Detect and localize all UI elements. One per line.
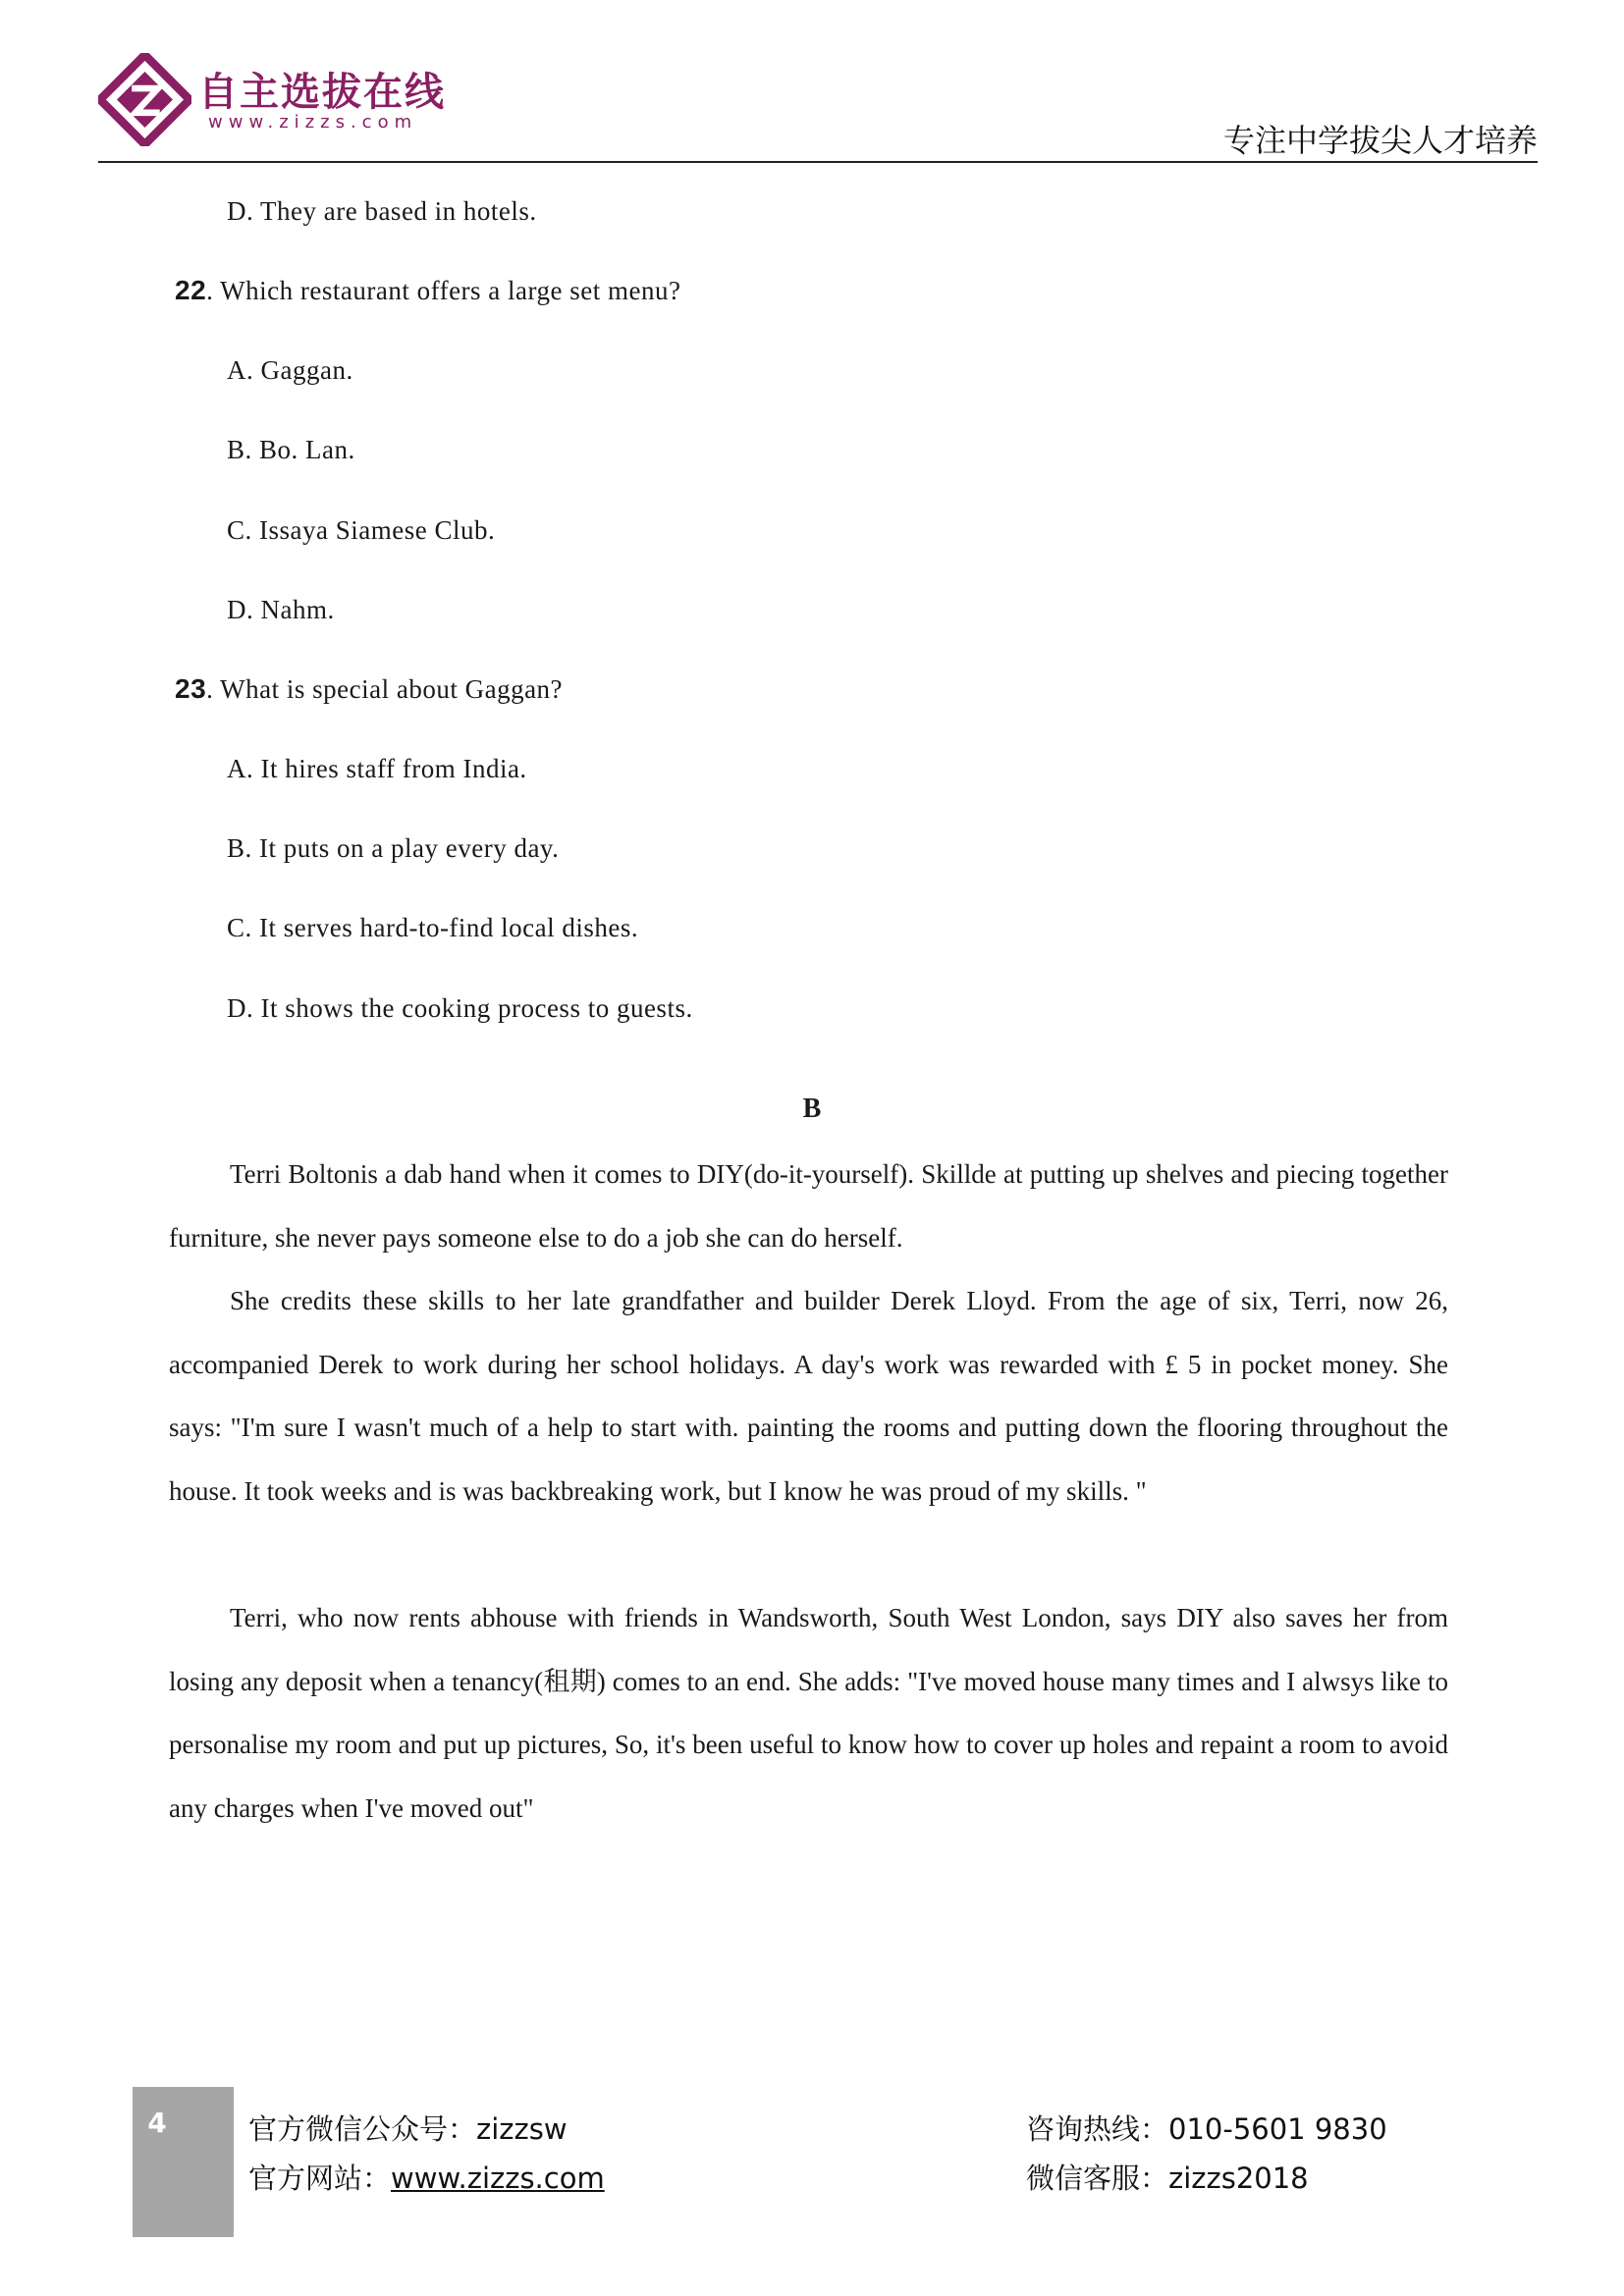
footer-website-label: 官方网站： bbox=[248, 2162, 392, 2195]
footer-hotline: 咨询热线：010-5601 9830 bbox=[1026, 2112, 1387, 2146]
question-22 bbox=[175, 275, 680, 306]
footer-service: 微信客服：zizzs2018 bbox=[1026, 2162, 1309, 2195]
header-divider bbox=[98, 161, 1538, 163]
option-c-q22: C. Issaya Siamese Club. bbox=[227, 515, 496, 545]
page-number-box bbox=[133, 2087, 234, 2237]
passage-paragraph: Terri Boltonis a dab hand when it comes to DIY(do-it-yourself). Skillde at putting up shelves and piecing together furniture, she never pays someone else to do a job she can do herself. bbox=[169, 1159, 1448, 1253]
zizzs-logo bbox=[98, 53, 191, 146]
brand-url: www.zizzs.com bbox=[208, 112, 418, 133]
brand-name: 自主选拔在线 bbox=[198, 69, 446, 115]
question-number: 22 bbox=[175, 275, 207, 305]
page-number: 4 bbox=[147, 2107, 167, 2139]
option-a-q23: A. It hires staff from India. bbox=[227, 754, 527, 783]
option-b-q23: B. It puts on a play every day. bbox=[227, 833, 560, 863]
option-a-q22: A. Gaggan. bbox=[227, 355, 353, 385]
website-link[interactable]: www.zizzs.com bbox=[391, 2162, 605, 2195]
footer-wechat: 官方微信公众号：zizzsw bbox=[248, 2112, 568, 2146]
option-d-q21: D. They are based in hotels. bbox=[227, 196, 537, 226]
footer-website bbox=[248, 2157, 605, 2197]
question-stem: . Which restaurant offers a large set menu? bbox=[206, 276, 681, 305]
option-c-q23: C. It serves hard-to-find local dishes. bbox=[227, 913, 639, 942]
passage-title: B bbox=[802, 1094, 822, 1124]
question-number: 23 bbox=[175, 673, 207, 704]
passage-paragraph: Terri, who now rents abhouse with friends in Wandsworth, South West London, says DIY also saves her from losing any deposit when a tenancy(租期) comes to an end. She adds: "I've moved house many times and I alwsys like to personalise my room and put up pictures, So, it's been useful to know how to cover up holes and repaint a room to avoid any charges when I've moved out" bbox=[169, 1603, 1448, 1823]
option-d-q23: D. It shows the cooking process to guests. bbox=[227, 993, 693, 1023]
option-d-q22: D. Nahm. bbox=[227, 595, 335, 624]
question-23 bbox=[175, 673, 563, 705]
option-b-q22: B. Bo. Lan. bbox=[227, 435, 355, 464]
passage-paragraph: She credits these skills to her late grandfather and builder Derek Lloyd. From the age of six, Terri, now 26, accompanied Derek to work during her school holidays. A day's work was rewarded with £ 5 in pocket money. She says: "I'm sure I wasn't much of a help to start with. painting the rooms and putting down the flooring throughout the house. It took weeks and is was backbreaking work, but I know he was proud of my skills. " bbox=[169, 1286, 1448, 1506]
header-slogan: 专注中学拔尖人才培养 bbox=[1222, 122, 1538, 159]
question-stem: . What is special about Gaggan? bbox=[206, 674, 564, 704]
